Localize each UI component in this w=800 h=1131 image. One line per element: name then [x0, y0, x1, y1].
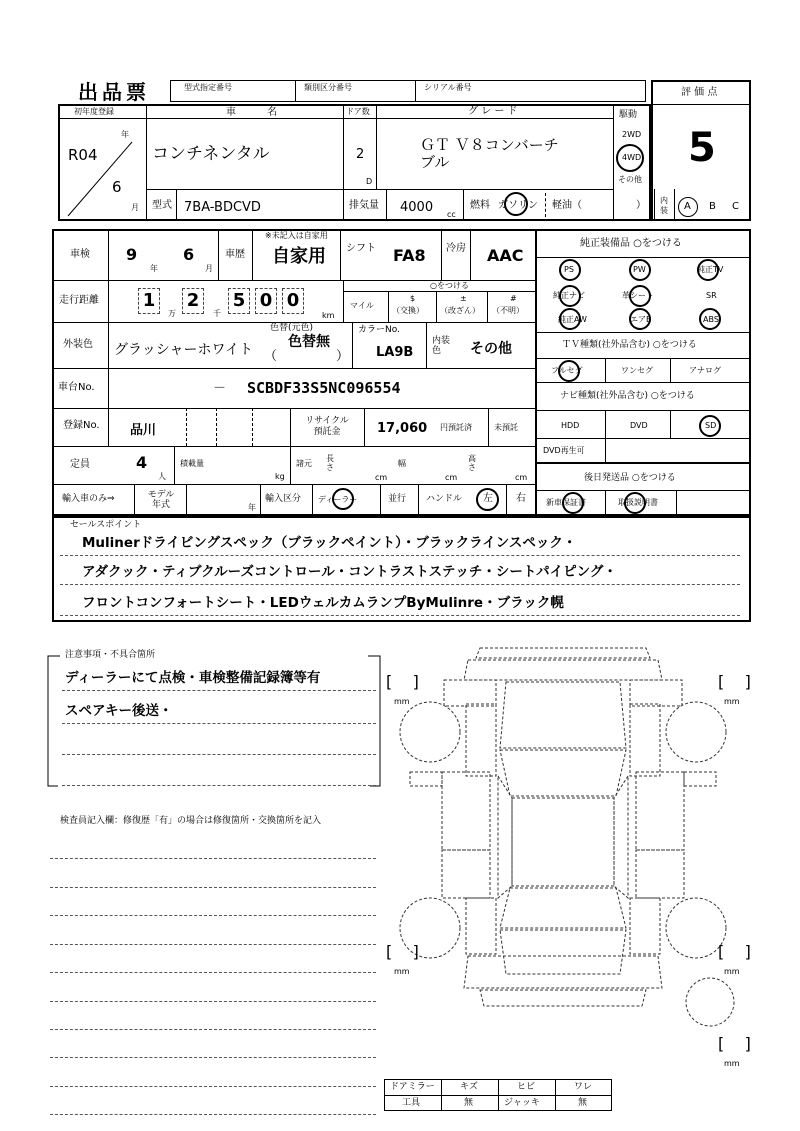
- model-year-unit: 年: [248, 503, 256, 512]
- handle-left-circle: [476, 488, 499, 511]
- table-header: ドアミラー: [390, 1082, 435, 1092]
- shift-label: シフト: [346, 243, 376, 254]
- equip-item: 純正ナビ: [553, 291, 585, 300]
- drive-4wd-circle: [616, 144, 644, 172]
- import-label: 輸入車のみ⇒: [62, 494, 115, 504]
- equip-item: ABS: [703, 315, 719, 324]
- equip-ps-circle: [559, 259, 581, 281]
- score-value: 5: [688, 125, 716, 171]
- shaken-month-unit: 月: [205, 264, 213, 273]
- color-no-label: カラーNo.: [358, 325, 400, 335]
- navi-title: ナビ種類(社外品含む) ○をつける: [560, 391, 695, 401]
- equip-item: エアB: [630, 315, 652, 324]
- interior-a-circle: [678, 197, 698, 217]
- navi-item: HDD: [561, 421, 580, 430]
- capacity-label: 定員: [70, 459, 90, 470]
- displacement-label: 排気量: [349, 200, 379, 211]
- shaken-month: 6: [183, 245, 195, 264]
- equip-item: 革シート: [622, 291, 654, 300]
- category-label: 類別区分番号: [304, 83, 352, 92]
- grade-line1: ＧＴ Ｖ８コンバーチ: [420, 136, 559, 154]
- tv-fullseg-circle: [558, 360, 580, 382]
- doors-value: 2: [356, 147, 365, 162]
- drive-2wd: 2WD: [622, 130, 642, 139]
- mileage-digit: 2: [182, 288, 204, 314]
- fuel-close: ）: [636, 200, 646, 211]
- load-label: 積載量: [180, 459, 204, 468]
- import-cat-label: 輸入区分: [265, 494, 302, 504]
- later-item: 取扱説明書: [618, 498, 658, 507]
- drive-4wd: 4WD: [622, 153, 642, 162]
- handle-right: 右: [516, 493, 526, 504]
- tv-item: ワンセグ: [621, 366, 653, 375]
- cooler-value: AAC: [487, 246, 524, 265]
- color-value: グラッシャーホワイト: [114, 342, 254, 358]
- height-cm: cm: [515, 473, 528, 482]
- year-unit: 年: [121, 130, 129, 139]
- table-header: ワレ: [574, 1082, 593, 1092]
- mileage-note: ○をつける: [430, 281, 469, 290]
- import-dealer: ディーラー: [318, 495, 358, 504]
- mm-rr: mm: [724, 967, 740, 976]
- mileage-opt2-sym: ±: [460, 294, 467, 303]
- mileage-man: 万: [168, 309, 176, 318]
- color-change-value: 色替無: [288, 334, 330, 350]
- header-codes-box: [170, 80, 646, 102]
- date-slash: [66, 140, 136, 218]
- sales-points-label: セールスポイント: [70, 520, 142, 530]
- fuel-diesel: 軽油（: [552, 200, 582, 211]
- recycle-paid: 円預託済: [440, 423, 472, 432]
- mileage-opt2: （改ざん）: [440, 306, 480, 315]
- grade-line2: ブル: [420, 153, 450, 171]
- mileage-sen: 千: [213, 309, 221, 318]
- equip-abs-circle: [699, 308, 721, 330]
- import-parallel: 並行: [388, 494, 407, 504]
- dims-label: 諸元: [296, 459, 312, 468]
- note-line: ディーラーにて点検・車検整備記録簿等有: [65, 670, 321, 686]
- later-warranty-circle: [562, 492, 584, 514]
- table-header: キズ: [460, 1082, 478, 1092]
- width-cm: cm: [445, 473, 458, 482]
- reg-year: R04: [68, 146, 98, 164]
- tv-title: ＴＶ種類(社外品含む) ○をつける: [562, 340, 697, 350]
- mileage-opt3: （不明）: [492, 306, 524, 315]
- bracket-rl: [ ]: [386, 942, 419, 961]
- interior-grade-a: A: [684, 201, 691, 212]
- color-label: 外装色: [63, 339, 93, 350]
- navi-item: DVD: [630, 421, 648, 430]
- mileage-digit: 1: [138, 288, 160, 314]
- registration-value: 品川: [130, 423, 157, 438]
- height-label: 高さ: [468, 454, 476, 472]
- door-suffix: D: [366, 177, 373, 186]
- equip-tv-circle: [697, 259, 719, 281]
- shaken-year: 9: [126, 245, 138, 264]
- note-line: スペアキー後送・: [65, 703, 173, 719]
- mileage-digit: 0: [282, 288, 304, 314]
- bracket-spare: [ ]: [718, 1034, 751, 1053]
- navi-item: SD: [705, 421, 717, 430]
- mileage-digit: 5: [228, 288, 250, 314]
- color-paren-open: （: [264, 349, 278, 364]
- equip-leather-circle: [629, 285, 651, 307]
- equip-item: PW: [633, 265, 646, 274]
- color-paren-close: ）: [336, 349, 350, 364]
- car-name: コンチネンタル: [152, 144, 270, 164]
- color-change-label: 色替(元色): [270, 323, 314, 333]
- serial-label: シリアル番号: [424, 83, 472, 92]
- form-title: 出品票: [78, 80, 150, 104]
- mileage-mile: マイル: [350, 301, 374, 310]
- width-label: 幅: [398, 459, 406, 468]
- doors-label: ドア数: [346, 107, 370, 116]
- interior-color-label: 内装色: [432, 336, 451, 356]
- mileage-opt1: （交換）: [392, 306, 424, 315]
- history-label: 車歴: [225, 249, 245, 260]
- recycle-value: 17,060: [377, 421, 428, 436]
- navi-sd-circle: [699, 415, 721, 437]
- mm-fr: mm: [724, 697, 740, 706]
- sales-point-line: フロントコンフォートシート・LEDウェルカムランプByMulinre・ブラック幌: [82, 595, 564, 611]
- load-kg: kg: [275, 472, 285, 481]
- equip-item: 純正AW: [558, 315, 587, 324]
- mileage-opt1-sym: $: [410, 294, 416, 303]
- fuel-gasoline: ガソリン: [498, 200, 538, 211]
- drive-other: その他: [618, 175, 642, 184]
- model-spec-label: 型式指定番号: [184, 83, 232, 92]
- length-label: 長さ: [326, 454, 334, 472]
- month-unit: 月: [131, 203, 139, 212]
- table-cell: ジャッキ: [504, 1098, 540, 1108]
- bracket-rr: [ ]: [718, 942, 751, 961]
- reg-month: 6: [112, 178, 122, 196]
- car-damage-diagram: [380, 636, 760, 1076]
- mm-fl: mm: [394, 697, 410, 706]
- model-type: 7BA-BDCVD: [184, 200, 261, 215]
- color-no: LA9B: [376, 345, 414, 360]
- car-name-label: 車 名: [226, 107, 292, 118]
- score-label: 評 価 点: [681, 87, 718, 98]
- mm-rl: mm: [394, 967, 410, 976]
- inspector-label: 検査員記入欄：修復歴「有」の場合は修復箇所・交換箇所を記入: [60, 816, 322, 826]
- later-manual-circle: [624, 492, 646, 514]
- history-note: ※未記入は自家用: [265, 231, 328, 240]
- later-title: 後日発送品 ○をつける: [584, 473, 676, 483]
- interior-grade-c: C: [732, 201, 739, 212]
- capacity-value: 4: [136, 453, 148, 472]
- model-type-label: 型式: [152, 200, 172, 211]
- shaken-label: 車検: [70, 249, 90, 260]
- equip-airbag-circle: [629, 308, 651, 330]
- handle-left: 左: [483, 493, 493, 504]
- recycle-unpaid: 未預託: [494, 423, 518, 432]
- chassis-value: SCBDF33S5NC096554: [247, 379, 401, 397]
- handle-label: ハンドル: [426, 494, 463, 504]
- later-item: 新車保証書: [546, 498, 586, 507]
- equipment-title: 純正装備品 ○をつける: [580, 238, 682, 249]
- fuel-gasoline-circle: [504, 192, 528, 216]
- bracket-fl: [ ]: [386, 672, 419, 691]
- chassis-dash: －: [213, 381, 227, 396]
- interior-grade-b: B: [709, 201, 716, 212]
- interior-label: 内装: [660, 196, 668, 215]
- interior-color: その他: [470, 341, 512, 357]
- equip-navi-circle: [559, 285, 581, 307]
- dvd-play: DVD再生可: [543, 446, 585, 455]
- table-cell: 無: [464, 1098, 474, 1108]
- recycle-label: リサイクル預託金: [305, 416, 349, 437]
- dealer-circle: [332, 488, 354, 510]
- equip-pw-circle: [629, 259, 651, 281]
- length-cm: cm: [375, 473, 388, 482]
- fuel-label: 燃料: [470, 200, 490, 211]
- history-value: 自家用: [272, 246, 326, 267]
- cc-unit: cc: [447, 210, 456, 219]
- mileage-label: 走行距離: [59, 295, 99, 306]
- notes-label: 注意事項・不具合箇所: [65, 650, 156, 660]
- displacement: 4000: [400, 200, 434, 215]
- tv-item: アナログ: [689, 366, 721, 375]
- bracket-fr: [ ]: [718, 672, 751, 691]
- capacity-unit: 人: [158, 472, 166, 481]
- tv-item: フルセグ: [551, 366, 583, 375]
- equip-item: 純正TV: [697, 265, 724, 274]
- mileage-km: km: [322, 311, 335, 320]
- drive-label: 駆動: [619, 110, 638, 120]
- equip-aw-circle: [559, 308, 581, 330]
- registration-label: 登録No.: [63, 420, 100, 431]
- cooler-label: 冷房: [446, 243, 466, 254]
- equip-item: PS: [564, 265, 574, 274]
- shift-value: FA8: [393, 246, 426, 265]
- sales-point-line: Mulinerドライビングスペック（ブラックペイント）・ブラックラインスペック・: [82, 535, 577, 551]
- mileage-opt3-sym: #: [510, 294, 517, 303]
- mm-spare: mm: [724, 1059, 740, 1068]
- equip-item: SR: [706, 291, 717, 300]
- model-year-label: モデル年式: [147, 490, 175, 510]
- sales-point-line: アダクック・ティブクルーズコントロール・コントラストステッチ・シートパイピング・: [82, 564, 617, 580]
- table-header: ヒビ: [517, 1082, 536, 1092]
- grade-label: グ レ ー ド: [468, 106, 518, 117]
- chassis-label: 車台No.: [58, 382, 95, 393]
- table-cell: 工具: [402, 1098, 421, 1108]
- first-reg-label: 初年度登録: [74, 107, 114, 116]
- mileage-digit: 0: [255, 288, 277, 314]
- shaken-year-unit: 年: [150, 264, 158, 273]
- table-cell: 無: [578, 1098, 588, 1108]
